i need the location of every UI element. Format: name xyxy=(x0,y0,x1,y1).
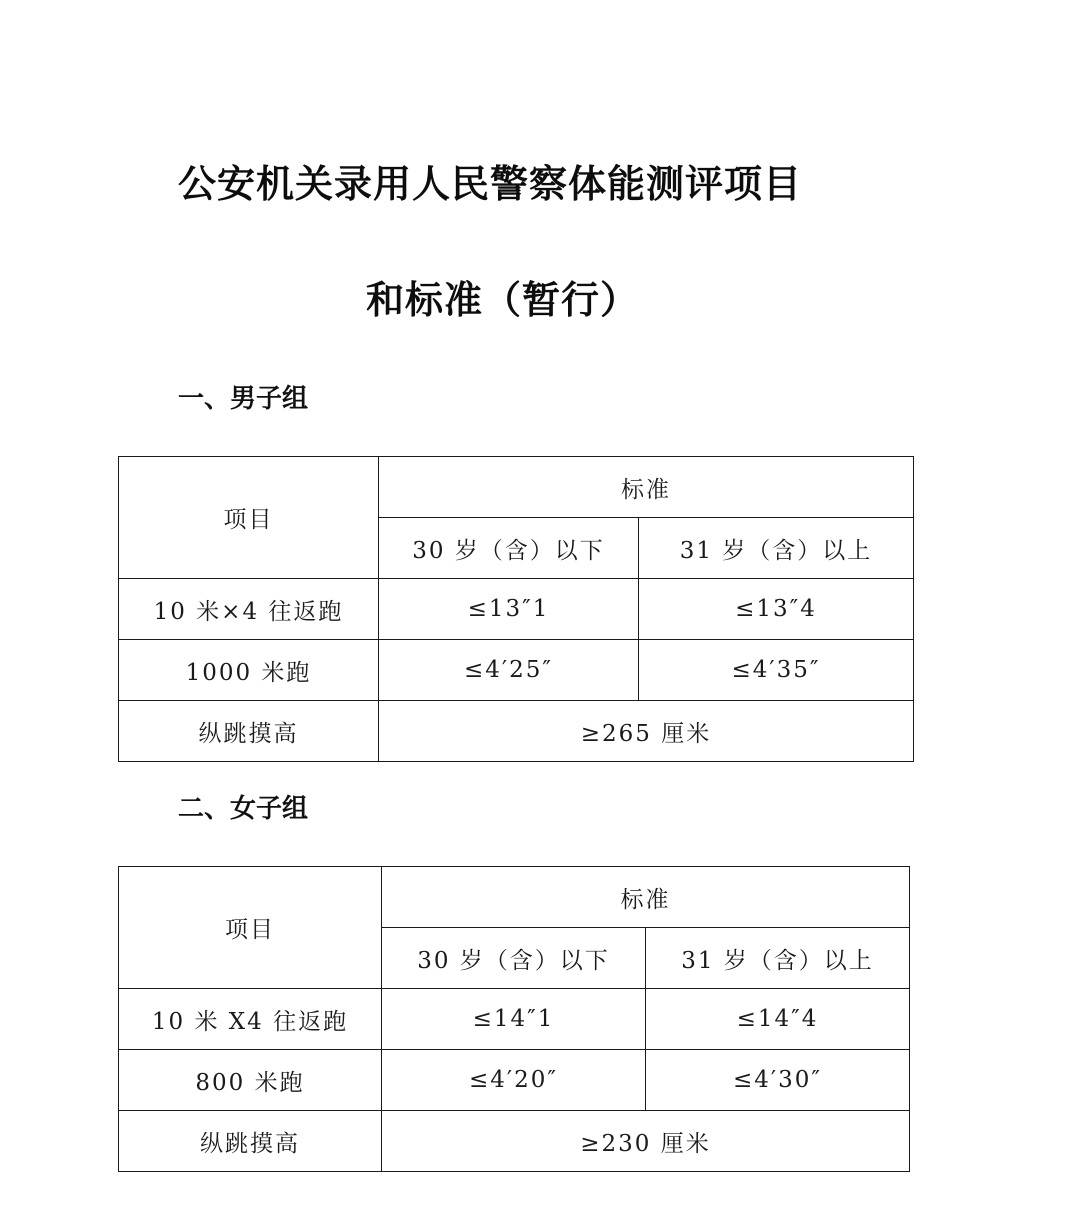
header-standard-cell: 标准 xyxy=(382,867,910,928)
row-value-combined: ≥265 厘米 xyxy=(379,701,914,762)
section-heading-men: 一、男子组 xyxy=(178,384,309,414)
row-item-shuttle-run: 10 米 X4 往返跑 xyxy=(119,989,382,1050)
table-header-row xyxy=(119,867,910,928)
row-value-over-31: ≤4′30″ xyxy=(646,1050,910,1111)
header-age-over-31: 31 岁（含）以上 xyxy=(639,518,914,579)
table-row xyxy=(119,989,910,1050)
document-title-line-1: 公安机关录用人民警察体能测评项目 xyxy=(178,162,803,206)
section-heading-women: 二、女子组 xyxy=(178,794,309,824)
header-age-under-30: 30 岁（含）以下 xyxy=(382,928,646,989)
header-age-over-31: 31 岁（含）以上 xyxy=(646,928,910,989)
table-row xyxy=(119,701,914,762)
header-standard-cell: 标准 xyxy=(379,457,914,518)
document-title-line-2: 和标准（暂行） xyxy=(366,278,640,322)
header-item-cell: 项目 xyxy=(119,867,382,989)
row-value-under-30: ≤14″1 xyxy=(382,989,646,1050)
row-item-800m-run: 800 米跑 xyxy=(119,1050,382,1111)
women-standards-table xyxy=(118,866,910,1172)
row-value-under-30: ≤4′25″ xyxy=(379,640,639,701)
row-value-combined: ≥230 厘米 xyxy=(382,1111,910,1172)
row-value-over-31: ≤4′35″ xyxy=(639,640,914,701)
row-value-under-30: ≤13″1 xyxy=(379,579,639,640)
row-item-vertical-jump: 纵跳摸高 xyxy=(119,701,379,762)
row-value-under-30: ≤4′20″ xyxy=(382,1050,646,1111)
row-item-1000m-run: 1000 米跑 xyxy=(119,640,379,701)
row-item-shuttle-run: 10 米×4 往返跑 xyxy=(119,579,379,640)
header-item-cell: 项目 xyxy=(119,457,379,579)
table-row xyxy=(119,579,914,640)
row-item-vertical-jump: 纵跳摸高 xyxy=(119,1111,382,1172)
men-standards-table xyxy=(118,456,914,762)
table-row xyxy=(119,1111,910,1172)
header-age-under-30: 30 岁（含）以下 xyxy=(379,518,639,579)
row-value-over-31: ≤14″4 xyxy=(646,989,910,1050)
table-header-row xyxy=(119,457,914,518)
table-row xyxy=(119,1050,910,1111)
row-value-over-31: ≤13″4 xyxy=(639,579,914,640)
table-row xyxy=(119,640,914,701)
